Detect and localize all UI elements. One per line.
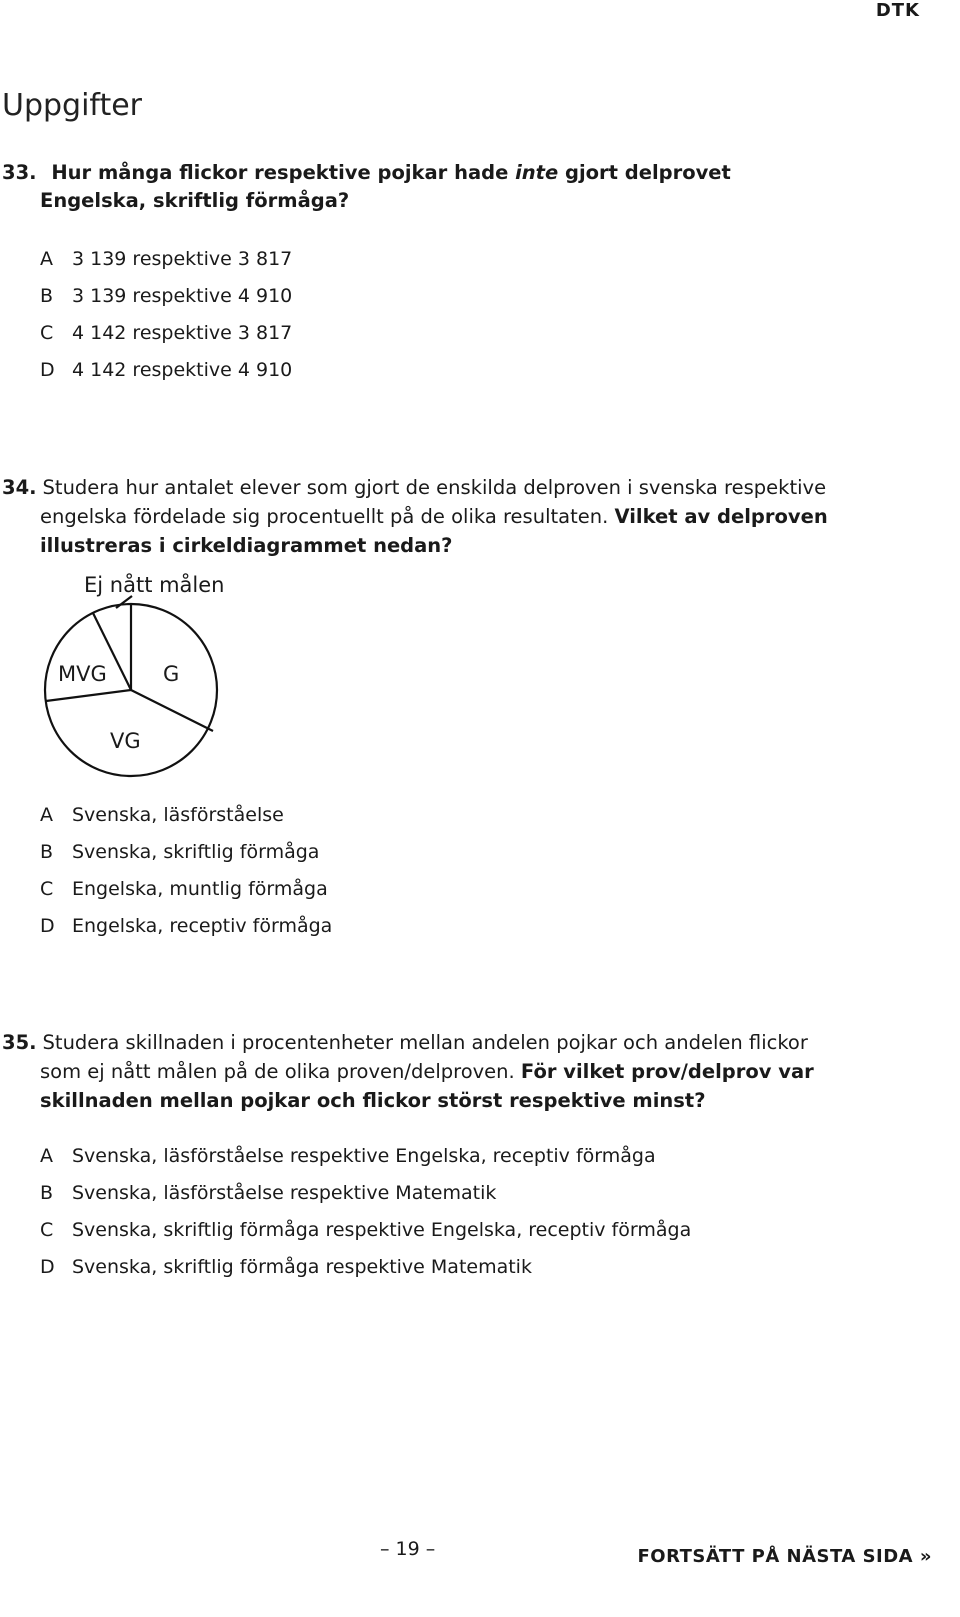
option-letter: D bbox=[40, 359, 55, 381]
question-number: 33. bbox=[2, 161, 37, 184]
option-letter: A bbox=[40, 1145, 53, 1167]
option-text: 3 139 respektive 4 910 bbox=[72, 285, 293, 307]
question-33-text-italic: inte bbox=[515, 161, 559, 184]
option-letter: D bbox=[40, 915, 55, 937]
option-text: 4 142 respektive 4 910 bbox=[72, 359, 293, 381]
question-35-line-2 bbox=[40, 1057, 814, 1086]
option-text: Svenska, skriftlig förmåga bbox=[72, 841, 320, 863]
pie-label-vg: VG bbox=[110, 729, 141, 753]
question-33-text-a: Hur många flickor respektive pojkar hade bbox=[51, 161, 516, 184]
answer-option[interactable] bbox=[40, 1219, 691, 1241]
question-34-line-1 bbox=[2, 473, 826, 502]
pie-label-ej-natt-malen: Ej nått målen bbox=[84, 573, 225, 597]
option-text: Svenska, skriftlig förmåga respektive Matematik bbox=[72, 1256, 532, 1278]
option-letter: D bbox=[40, 1256, 55, 1278]
question-33-line-1 bbox=[2, 158, 731, 187]
answer-option[interactable] bbox=[40, 915, 332, 937]
option-letter: B bbox=[40, 1182, 54, 1204]
question-34-text-plain: engelska fördelade sig procentuellt på de olika resultaten. bbox=[40, 505, 615, 528]
option-text: Svenska, skriftlig förmåga respektive Engelska, receptiv förmåga bbox=[72, 1219, 692, 1241]
option-text: Svenska, läsförståelse bbox=[72, 804, 284, 826]
answer-option[interactable] bbox=[40, 1182, 496, 1204]
option-text: Engelska, receptiv förmåga bbox=[72, 915, 333, 937]
question-35-line-3: skillnaden mellan pojkar och flickor störst respektive minst? bbox=[40, 1089, 706, 1112]
answer-option[interactable] bbox=[40, 878, 328, 900]
answer-option[interactable] bbox=[40, 248, 292, 270]
question-35-text-plain: som ej nått målen på de olika proven/delproven. bbox=[40, 1060, 521, 1083]
question-number: 34. bbox=[2, 476, 37, 499]
option-letter: B bbox=[40, 841, 54, 863]
pie-label-mvg: MVG bbox=[58, 662, 107, 686]
option-letter: A bbox=[40, 248, 53, 270]
option-text: 3 139 respektive 3 817 bbox=[72, 248, 293, 270]
option-letter: C bbox=[40, 322, 54, 344]
option-text: 4 142 respektive 3 817 bbox=[72, 322, 293, 344]
option-letter: A bbox=[40, 804, 53, 826]
pie-label-g: G bbox=[163, 662, 180, 686]
question-33-line-2: Engelska, skriftlig förmåga? bbox=[40, 189, 350, 212]
question-34-text: Studera hur antalet elever som gjort de enskilda delproven i svenska respektive bbox=[42, 476, 827, 499]
pie-chart bbox=[30, 595, 230, 790]
question-35-text-bold: För vilket prov/delprov var bbox=[520, 1060, 814, 1083]
option-text: Svenska, läsförståelse respektive Engelska, receptiv förmåga bbox=[72, 1145, 656, 1167]
answer-option[interactable] bbox=[40, 804, 284, 826]
option-letter: C bbox=[40, 1219, 54, 1241]
question-34-line-2 bbox=[40, 502, 828, 531]
question-35-text: Studera skillnaden i procentenheter mellan andelen pojkar och andelen flickor bbox=[42, 1031, 808, 1054]
option-text: Svenska, läsförståelse respektive Matematik bbox=[72, 1182, 497, 1204]
page-title: Uppgifter bbox=[2, 88, 143, 123]
answer-option[interactable] bbox=[40, 841, 319, 863]
continue-next-page: FORTSÄTT PÅ NÄSTA SIDA » bbox=[637, 1546, 932, 1567]
answer-option[interactable] bbox=[40, 285, 292, 307]
answer-option[interactable] bbox=[40, 359, 292, 381]
header-tag: DTK bbox=[875, 0, 920, 21]
option-letter: B bbox=[40, 285, 54, 307]
question-number: 35. bbox=[2, 1031, 37, 1054]
question-34-line-3: illustreras i cirkeldiagrammet nedan? bbox=[40, 534, 453, 557]
answer-option[interactable] bbox=[40, 1145, 656, 1167]
question-35-line-1 bbox=[2, 1028, 808, 1057]
answer-option[interactable] bbox=[40, 1256, 532, 1278]
page-number: – 19 – bbox=[380, 1538, 436, 1560]
question-33-text-b: gjort delprovet bbox=[558, 161, 731, 184]
answer-option[interactable] bbox=[40, 322, 292, 344]
option-text: Engelska, muntlig förmåga bbox=[72, 878, 328, 900]
option-letter: C bbox=[40, 878, 54, 900]
question-34-text-bold: Vilket av delproven bbox=[614, 505, 828, 528]
